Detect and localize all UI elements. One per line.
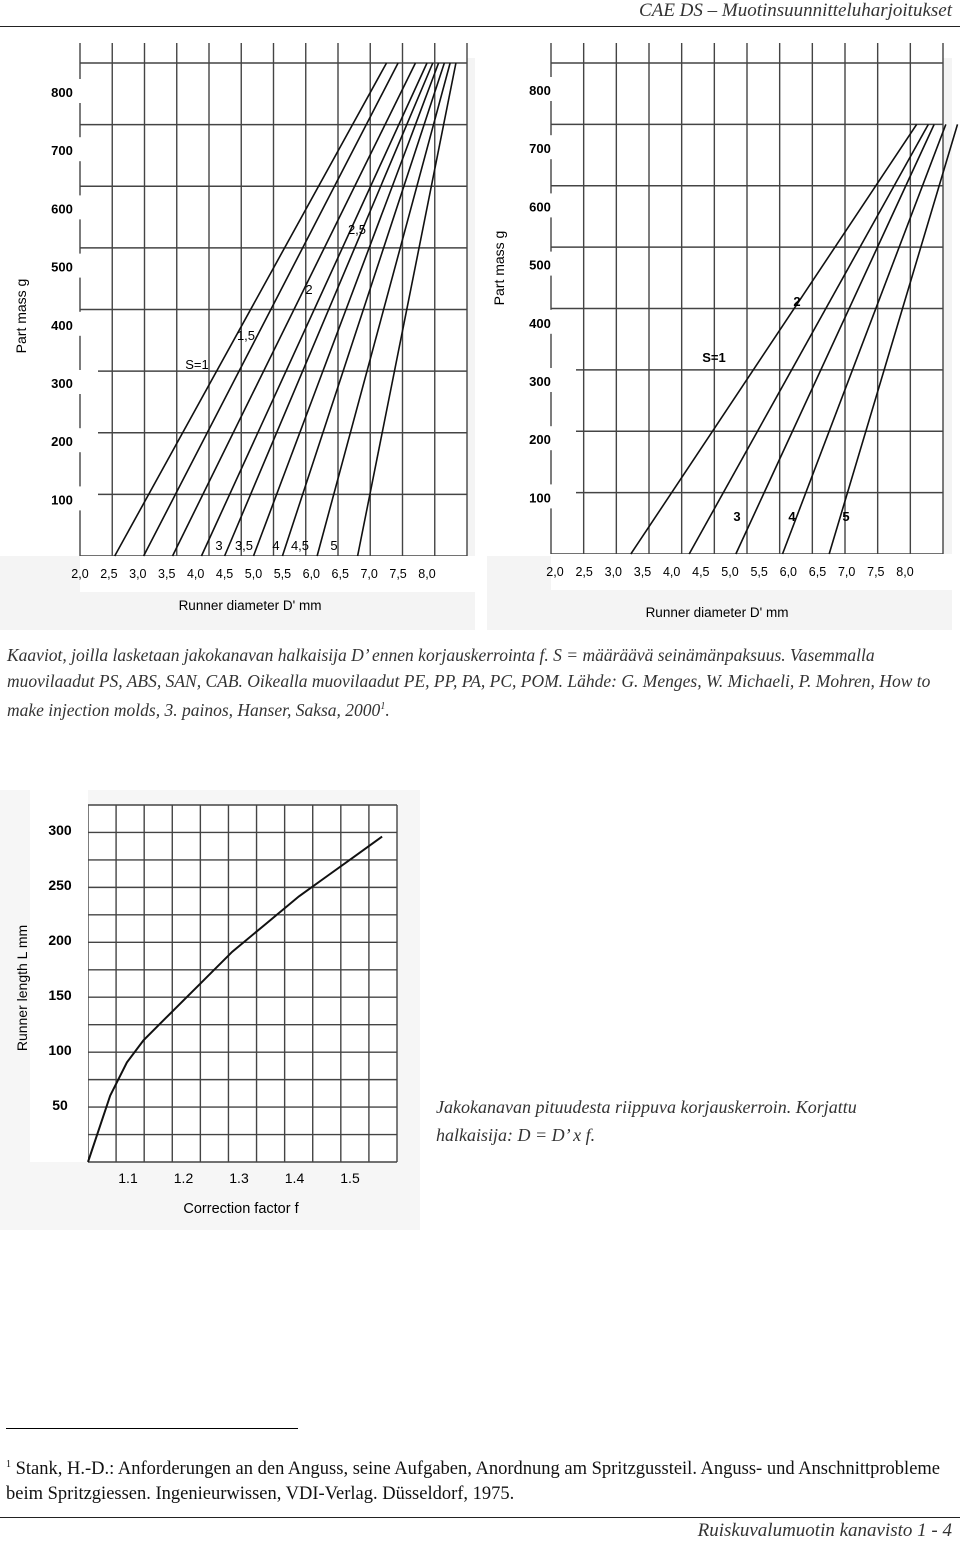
page-header-title: CAE DS – Muotinsuunnitteluharjoitukset [639, 0, 952, 21]
xtick-label: 3,0 [129, 567, 147, 581]
ytick-label: 300 [529, 374, 551, 389]
series-label: 1,5 [236, 328, 256, 343]
series-bottom-label: 4 [788, 509, 796, 524]
ytick-label: 700 [529, 141, 551, 157]
footnote-rule [6, 1428, 298, 1429]
xtick-label: 4,0 [186, 567, 205, 581]
xtick-label: 1.2 [173, 1170, 194, 1186]
caption-footnote-ref: 1 [380, 701, 386, 712]
xtick-label: 4,5 [692, 565, 710, 579]
xtick-label: 1.4 [284, 1170, 305, 1186]
figure-caption [7, 642, 953, 723]
y-axis-gutter [0, 58, 80, 556]
ytick-label: 50 [52, 1097, 68, 1113]
ytick-label: 200 [529, 432, 551, 448]
xtick-label: 6,0 [779, 565, 798, 579]
y-axis-label: Runner length L mm [14, 924, 30, 1052]
footnote-marker: 1 [6, 1459, 11, 1470]
xtick-label: 7,5 [389, 567, 407, 581]
header-rule [0, 26, 960, 27]
xtick-label: 3,0 [604, 565, 623, 579]
ytick-label: 800 [529, 83, 551, 98]
xtick-label: 5,0 [721, 565, 739, 579]
footer-rule [0, 1517, 960, 1518]
xtick-label: 2,5 [100, 567, 118, 581]
chart-correction [0, 790, 420, 1230]
ytick-label: 300 [51, 376, 73, 391]
series-label: 2,5 [347, 222, 367, 237]
ytick-label: 150 [48, 987, 72, 1003]
xtick-label: 2,0 [71, 567, 89, 581]
correction-caption: Jakokanavan pituudesta riippuva korjauskerroin. Korjattu halkaisija: D = D’ x f. [436, 1097, 857, 1145]
series-bottom-label: 3,5 [234, 538, 254, 553]
series-bottom-label: 5 [842, 509, 850, 524]
ytick-label: 800 [51, 85, 73, 100]
xtick-label: 7,0 [837, 565, 856, 579]
y-axis-gutter [487, 58, 551, 556]
ytick-label: 250 [48, 877, 72, 893]
xtick-label: 5,5 [273, 567, 292, 581]
ytick-label: 500 [529, 257, 551, 273]
series-bottom-label: 5 [330, 538, 338, 553]
series-label: 2 [793, 294, 801, 309]
ytick-label: 100 [51, 492, 73, 508]
xtick-label: 1.1 [118, 1170, 138, 1186]
xtick-label: 3,5 [158, 567, 176, 581]
series-label: S=1 [185, 357, 209, 372]
xtick-label: 5,5 [750, 565, 768, 579]
ytick-label: 300 [48, 822, 72, 838]
xtick-label: 6,5 [808, 565, 827, 579]
xtick-label: 7,0 [360, 567, 378, 581]
series-bottom-label: 4,5 [290, 538, 310, 553]
ytick-label: 700 [51, 143, 73, 159]
ytick-label: 100 [48, 1042, 72, 1058]
ytick-label: 200 [51, 434, 73, 450]
xtick-label: 7,5 [867, 565, 885, 579]
series-bottom-label: 3 [733, 509, 741, 524]
xtick-label: 8,0 [896, 565, 914, 579]
x-axis-label: Runner diameter D' mm [178, 598, 322, 613]
xtick-label: 4,5 [215, 567, 234, 581]
xtick-label: 6,5 [331, 567, 349, 581]
x-axis-label: Runner diameter D' mm [645, 605, 789, 620]
chart-right [487, 58, 952, 630]
ytick-label: 600 [51, 201, 73, 217]
xtick-label: 6,0 [302, 567, 321, 581]
xtick-label: 3,5 [633, 565, 652, 579]
y-axis-label: Part mass g [13, 278, 29, 354]
xtick-label: 2,0 [546, 565, 564, 579]
ytick-label: 400 [529, 315, 551, 331]
series-label: S=1 [702, 350, 726, 365]
xtick-label: 1.3 [229, 1170, 249, 1186]
xtick-label: 8,0 [418, 567, 436, 581]
page-footer-title: Ruiskuvalumuotin kanavisto 1 - 4 [697, 1520, 952, 1541]
footnote [6, 1452, 956, 1507]
y-axis-label: Part mass g [491, 230, 507, 306]
ytick-label: 500 [51, 259, 73, 275]
series-label: 2 [305, 282, 313, 297]
xtick-label: 1.5 [340, 1170, 360, 1186]
caption-text: Kaaviot, joilla lasketaan jakokanavan halkaisija D’ ennen korjauskerrointa f. S = määräävä seinämänpaksuus. Vasemmalla muovilaadut PS, ABS, SAN, CAB. Oikealla muovilaadut PE, PP, PA, PC, POM. Lähde: G. Menges, W. Michaeli, P. Mohren, How to make injection molds, 3. painos, Hanser, Saksa, 2000 [7, 645, 931, 720]
series-bottom-label: 3 [215, 538, 223, 553]
series-bottom-label: 4 [272, 538, 280, 553]
ytick-label: 200 [48, 932, 72, 948]
xtick-label: 2,5 [575, 565, 593, 579]
xtick-label: 5,0 [244, 567, 263, 581]
ytick-label: 600 [529, 199, 551, 215]
xtick-label: 4,0 [662, 565, 681, 579]
footnote-text: Stank, H.-D.: Anforderungen an den Anguss, seine Aufgaben, Anordnung am Spritzgussteil. Anguss- und Anschnittprobleme beim Spritzgiessen. Ingenieurwissen, VDI-Verlag. Düsseldorf, 1975. [6, 1459, 941, 1504]
x-axis-label: Correction factor f [183, 1201, 299, 1217]
chart-left [0, 58, 475, 630]
caption-end: . [385, 699, 390, 720]
ytick-label: 400 [51, 317, 73, 333]
ytick-label: 100 [529, 490, 551, 506]
